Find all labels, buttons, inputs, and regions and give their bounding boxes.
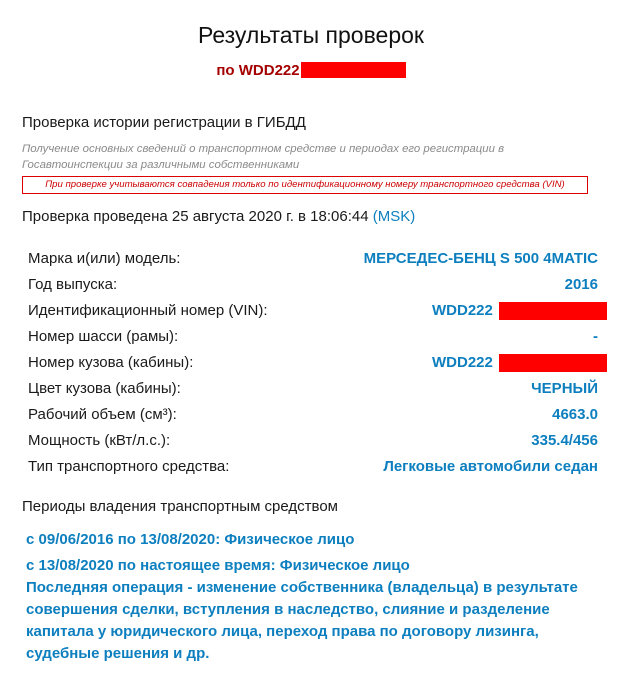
vin-subtitle — [0, 62, 622, 79]
vehicle-row-color — [28, 380, 598, 404]
row-label: Марка и(или) модель: — [28, 250, 181, 267]
row-value: 2016 — [564, 276, 598, 293]
vin-subtitle-text: по WDD222 — [216, 62, 300, 79]
row-value: МЕРСЕДЕС-БЕНЦ S 500 4MATIC — [363, 250, 598, 267]
ownership-period-1: с 09/06/2016 по 13/08/2020: Физическое лицо — [26, 531, 355, 548]
vehicle-row-type — [28, 458, 598, 482]
vehicle-row-chassis — [28, 328, 598, 352]
redaction-bar — [499, 302, 607, 320]
row-value: 4663.0 — [552, 406, 598, 423]
registration-description: Получение основных сведений о транспортном средстве и периодах его регистрации в Госавтоинспекции за различными собственниками — [22, 143, 505, 171]
row-label: Идентификационный номер (VIN): — [28, 302, 268, 319]
row-value: - — [593, 328, 598, 345]
row-label: Номер кузова (кабины): — [28, 354, 194, 371]
ownership-period-2: с 13/08/2020 по настоящее время: Физическое лицо — [26, 557, 410, 574]
row-label: Мощность (кВт/л.с.): — [28, 432, 171, 449]
row-label: Рабочий объем (см³): — [28, 406, 177, 423]
row-value: ЧЕРНЫЙ — [531, 380, 598, 397]
timezone-label: (MSK) — [372, 208, 416, 225]
vehicle-row-power — [28, 432, 598, 456]
check-timestamp-text: Проверка проведена 25 августа 2020 г. в 18:06:44 — [22, 208, 369, 225]
redaction-bar — [301, 62, 406, 78]
row-value: 335.4/456 — [531, 432, 598, 449]
row-value: WDD222 — [432, 354, 493, 371]
vin-warning: При проверке учитываются совпадения только по идентификационному номеру транспортного средства (VIN) — [22, 176, 588, 194]
row-label: Цвет кузова (кабины): — [28, 380, 181, 397]
vehicle-row-model — [28, 250, 598, 274]
page-title: Результаты проверок — [198, 22, 424, 48]
row-value: WDD222 — [432, 302, 493, 319]
last-operation: Последняя операция - изменение собственника (владельца) в результате совершения сделки, вступления в наследство, слияние и разделение капитала у юридического лица, переход права по договору лизинга, судебные решения и др. — [26, 579, 578, 662]
row-label: Год выпуска: — [28, 276, 118, 293]
check-timestamp — [22, 208, 415, 225]
registration-section-title: Проверка истории регистрации в ГИБДД — [22, 114, 306, 131]
vehicle-row-vin — [28, 302, 598, 326]
ownership-section-title: Периоды владения транспортным средством — [22, 498, 338, 515]
vehicle-row-body — [28, 354, 598, 378]
row-label: Тип транспортного средства: — [28, 458, 230, 475]
vehicle-row-volume — [28, 406, 598, 430]
redaction-bar — [499, 354, 607, 372]
row-label: Номер шасси (рамы): — [28, 328, 179, 345]
row-value: Легковые автомобили седан — [383, 458, 598, 475]
vehicle-row-year — [28, 276, 598, 300]
